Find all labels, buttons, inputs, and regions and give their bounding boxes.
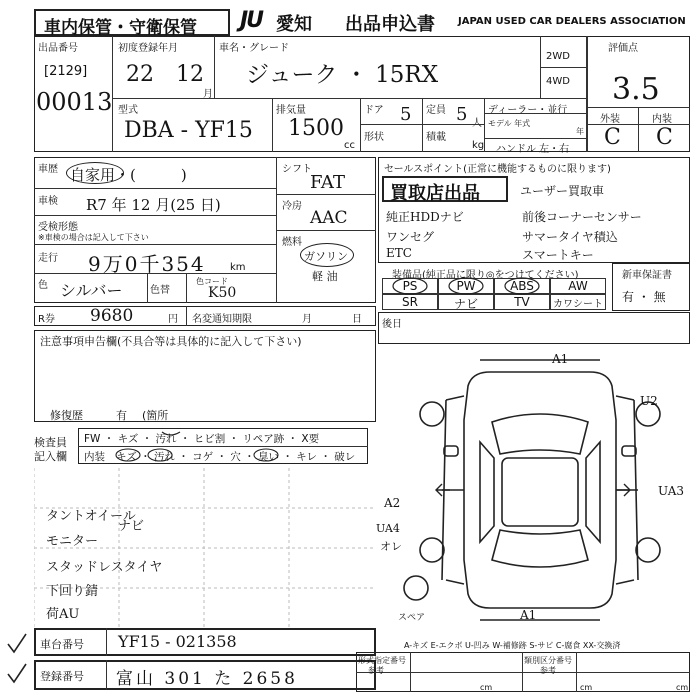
damage-legend: A-キズ E-エクボ U-凹み W-補修跡 S-サビ C-腐食 XX-交換済 — [404, 641, 621, 650]
late-fill-label: 後日 — [382, 319, 402, 330]
steering-label: ハンドル 左・右 — [496, 144, 570, 155]
selling-item-1: ユーザー買取車 — [520, 184, 605, 198]
storage-note-box — [34, 9, 230, 36]
type-number-ref: 参考 — [368, 666, 384, 675]
repaint-label: 色替 — [150, 285, 170, 296]
damage-mark-rear: A1 — [520, 608, 537, 622]
first-reg-month: 12 — [176, 62, 204, 87]
model-value: DBA - YF15 — [124, 118, 253, 143]
history-value: 自家用・( ) — [70, 166, 187, 184]
check-marks — [4, 628, 34, 688]
equip-sr: SR — [382, 294, 438, 310]
interior-grade: C — [656, 125, 673, 150]
chassis-value: YF15 - 021358 — [118, 632, 237, 651]
equip-pw: PW — [438, 278, 494, 294]
lot-bracket: [2129] — [44, 64, 88, 79]
name-change-month: 月 — [302, 314, 312, 325]
model-label: 型式 — [118, 105, 138, 116]
lot-number: 00013 — [36, 88, 113, 116]
note-1: タントオイール — [46, 509, 136, 524]
selling-points-label: セールスポイント(正常に機能するものに限ります) — [384, 164, 611, 175]
first-reg-month-unit: 月 — [203, 89, 213, 100]
drive-4wd: 4WD — [546, 76, 570, 87]
first-reg-label: 初度登録年月 — [118, 43, 178, 54]
load-capacity-unit: kg — [472, 140, 485, 151]
name-change-day: 日 — [352, 314, 362, 325]
type-number-label: 形式指定番号 — [358, 656, 406, 665]
note-5: 下回り錆 — [46, 584, 99, 599]
rating-score: 3.5 — [612, 72, 660, 107]
fuel-diesel: 軽 油 — [312, 270, 338, 283]
exterior-label: 外装 — [600, 114, 620, 125]
interior-label: 内装 — [652, 114, 672, 125]
equip-seat: カワシート — [550, 294, 606, 310]
equipment-label: 装備品(純正品に限り◎をつけてください) — [392, 270, 579, 281]
repair-location: (箇所 — [142, 409, 169, 422]
exterior-grade: C — [604, 125, 621, 150]
chassis-label: 車台番号 — [40, 638, 84, 651]
recycle-value: 9680 — [90, 306, 134, 326]
registration-value: 富山 301 た 2658 — [116, 669, 298, 689]
displacement-unit: cc — [344, 140, 355, 151]
displacement-value: 1500 — [288, 116, 344, 141]
class-number-label: 類別区分番号 — [524, 656, 572, 665]
damage-mark-front: A1 — [552, 352, 569, 366]
note-4: スタッドレスタイヤ — [46, 560, 163, 575]
doors-label: ドア — [364, 105, 384, 116]
selling-item-4: ワンセグ — [386, 230, 435, 244]
note-6: 荷AU — [46, 607, 80, 622]
doors-value: 5 — [400, 104, 412, 125]
equip-abs: ABS — [494, 278, 550, 294]
receipt-note: ※車検の場合は記入して下さい — [38, 233, 149, 242]
org-name: 愛知 — [276, 14, 312, 35]
storage-note: 車内保管・守衛保管 — [44, 18, 197, 38]
repair-label: 修復歴 — [50, 409, 83, 422]
mileage-unit: km — [230, 262, 246, 273]
rating-label: 評価点 — [608, 43, 638, 54]
capacity-value: 5 — [456, 104, 468, 125]
dealer-label: ディーラー・並行 — [488, 105, 568, 116]
registration-label: 登録番号 — [40, 670, 84, 683]
damage-mark-u2: U2 — [640, 394, 658, 408]
model-year-label: モデル 年式 — [488, 119, 531, 128]
repair-has: 有 — [116, 409, 127, 422]
equip-tv: TV — [494, 294, 550, 310]
ju-logo: JU — [240, 8, 263, 33]
displacement-label: 排気量 — [276, 105, 306, 116]
diagram-side-note: オレ — [380, 540, 402, 553]
spare-label: スペア — [398, 613, 426, 623]
selling-item-6: ETC — [386, 246, 412, 260]
name-change-label: 名変通知期限 — [192, 314, 252, 325]
color-code-value: K50 — [208, 285, 237, 301]
mileage-label: 走行 — [38, 253, 58, 264]
history-circle — [66, 162, 124, 184]
equip-navi: ナビ — [438, 294, 494, 310]
damage-mark-ua4: UA4 — [376, 522, 400, 535]
equip-aw: AW — [550, 278, 606, 294]
new-warranty-options: 有 ・ 無 — [622, 290, 666, 304]
form-title: 出品申込書 — [345, 14, 435, 35]
car-name-value: ジューク ・ 15RX — [246, 62, 439, 88]
inspector-label-2: 記入欄 — [34, 450, 67, 463]
color-code-label: 色コード — [196, 277, 228, 286]
unit-cm-2: cm — [580, 683, 593, 692]
association-name: JAPAN USED CAR DEALERS ASSOCIATION — [458, 16, 686, 27]
capacity-label: 定員 — [426, 105, 446, 116]
new-warranty-label: 新車保証書 — [622, 270, 672, 281]
drive-2wd: 2WD — [546, 51, 570, 62]
damage-mark-right: UA3 — [658, 484, 685, 498]
inspection-value: R7 年 12 月(25 日) — [86, 196, 221, 214]
late-fill-box — [378, 312, 690, 344]
shift-value: FAT — [310, 172, 345, 193]
fuel-label: 燃料 — [282, 237, 302, 248]
note-3: モニター — [46, 534, 99, 549]
fuel-gasoline: ガソリン — [304, 250, 348, 263]
receipt-label: 受検形態 — [38, 222, 78, 233]
mileage-value: 9万0千354 — [88, 252, 206, 276]
history-label: 車歴 — [38, 164, 58, 175]
selling-item-5: サマータイヤ積込 — [522, 230, 618, 244]
color-value: シルバー — [60, 281, 123, 300]
selling-badge — [382, 176, 508, 202]
class-number-ref: 参考 — [540, 666, 556, 675]
inspector-label-1: 検査員 — [34, 436, 67, 449]
recycle-unit: 円 — [168, 314, 178, 325]
damage-mark-left: A2 — [384, 496, 401, 510]
note-2: ナビ — [118, 519, 145, 534]
cooler-label: 冷房 — [282, 201, 302, 212]
selling-item-2: 純正HDDナビ — [386, 210, 464, 224]
unit-cm-3: cm — [676, 683, 689, 692]
inspector-row-2-label: 内装 — [84, 451, 105, 463]
selling-item-7: スマートキー — [522, 248, 594, 262]
unit-cm-1: cm — [480, 683, 493, 692]
inspector-row-1: FW ・ キズ ・ 汚れ ・ ヒビ割 ・ リペア跡 ・ X要 — [84, 433, 320, 445]
equip-ps: PS — [382, 278, 438, 294]
selling-item-3: 前後コーナーセンサー — [522, 210, 642, 224]
capacity-unit: 人 — [472, 118, 482, 129]
body-shape-label: 形状 — [364, 132, 384, 143]
car-diagram — [380, 350, 700, 630]
inspector-row-2: キズ ・ 汚れ ・ コゲ ・ 穴 ・ 臭い ・ キレ ・ 破レ — [116, 451, 356, 463]
load-capacity-label: 積載 — [426, 132, 446, 143]
color-label: 色 — [38, 280, 48, 291]
first-reg-year: 22 — [126, 62, 154, 87]
cooler-value: AAC — [310, 208, 348, 228]
lot-label: 出品番号 — [38, 43, 78, 54]
shift-label: シフト — [282, 164, 312, 175]
caution-label: 注意事項申告欄(不具合等は具体的に記入して下さい) — [40, 335, 302, 348]
inspection-label: 車検 — [38, 196, 58, 207]
car-name-label: 車名・グレード — [219, 43, 289, 54]
model-year-unit: 年 — [576, 127, 584, 136]
selling-badge-text: 買取店出品 — [390, 183, 480, 204]
recycle-label: R券 — [38, 314, 55, 325]
fuel-circle — [300, 243, 354, 267]
